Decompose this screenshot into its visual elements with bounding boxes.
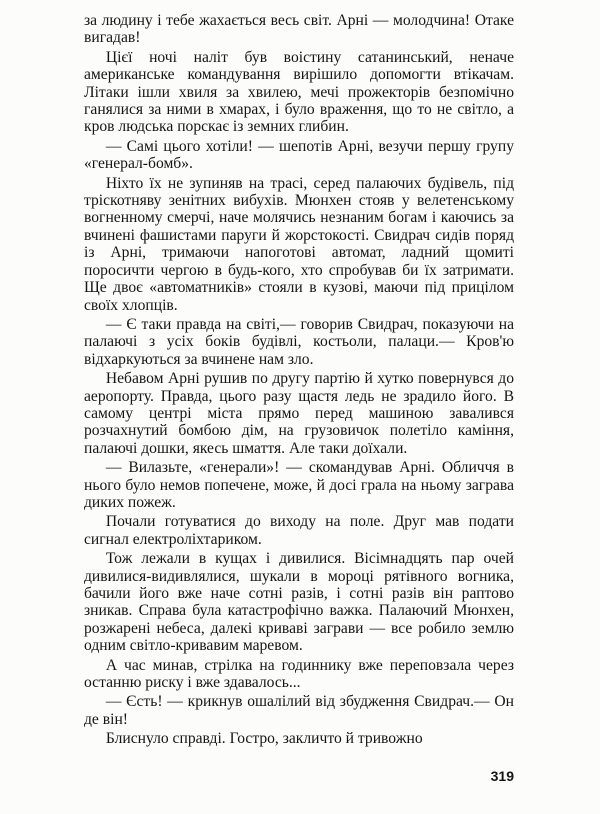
- paragraph-command: — Вилазьте, «генерали»! — скомандував Арні. Обличчя в нього було немов попечене, може, й досі грала на ньому заграва диких пожеж.: [84, 459, 514, 511]
- body-text: [84, 12, 514, 748]
- paragraph-second-trip: Небавом Арні рушив по другу партію й хутко повернувся до аеропорту. Правда, цього разу щастя ледь не зрадило його. В самому центрі міста прямо перед машиною завалився розчахнутий бомбою дім, на грузовичок полетіло каміння, палаючі дошки, якесь шмаття. Але таки доїхали.: [84, 370, 514, 457]
- paragraph-munich-fire: Ніхто їх не зупиняв на трасі, серед палаючих будівель, під тріскотняву зенітних вибухів. Мюнхен стояв у велетенському вогненному смерчі, наче молячись незнаним богам і каючись за вчинені фашистами паруги й жорстокості. Свидрач сидів поряд із Арні, тримаючи напоготові автомат, ладний щомиті поросичти чергою в будь-кого, хто спробував би їх затримати. Ще двоє «автоматників» стояли в кузові, маючи під прицілом своїх хлопців.: [84, 174, 514, 314]
- paragraph-continuation: за людину і тебе жахається весь світ. Арні — молодчина! Отаке вигадав!: [84, 12, 514, 47]
- paragraph-night-raid: Цієї ночі наліт був воістину сатанинський, неначе американське командування вирішило допомогти втікачам. Літаки ішли хвиля за хвилею, мечі прожекторів безпомічно ганялися за ними в хмарах, і було враження, що то не світло, а кров людська порскає із земних глибин.: [84, 48, 514, 136]
- paragraph-flash: Блиснуло справді. Гостро, закличто й тривожно: [105, 730, 423, 748]
- paragraph-arni-whisper: — Самі цього хотіли! — шепотів Арні, везучи першу групу «генерал-бомб».: [84, 137, 514, 173]
- paragraph-preparation: Почали готуватися до виходу на поле. Друг мав подати сигнал електроліхтариком.: [84, 513, 514, 548]
- paragraph-signal-spotted: — Єсть! — крикнув ошалілий від збудження Свидрач.— Он де він!: [84, 693, 514, 728]
- page-number: 319: [490, 768, 514, 784]
- paragraph-time-passing: А час минав, стрілка на годиннику вже переповзала через останню риску і вже здавалось...: [84, 656, 514, 692]
- paragraph-waiting: Тож лежали в кущах і дивилися. Вісімнадцять пар очей дивилися-видивлялися, шукали в мороці рятівного вогника, бачили його вже наче сотні разів, і сотні разів він раптово зникав. Справа була катастрофічно важка. Палаючий Мюнхен, розжарені небеса, далекі криваві заграви — все робило землю одним світло-кривавим маревом.: [84, 550, 514, 655]
- paragraph-svydrach-speech: — Є таки правда на світі,— говорив Свидрач, показуючи на палаючі з усіх боків будівлі, костьоли, палаци.— Кров'ю відхаркуються за вчинене нам зло.: [84, 315, 514, 368]
